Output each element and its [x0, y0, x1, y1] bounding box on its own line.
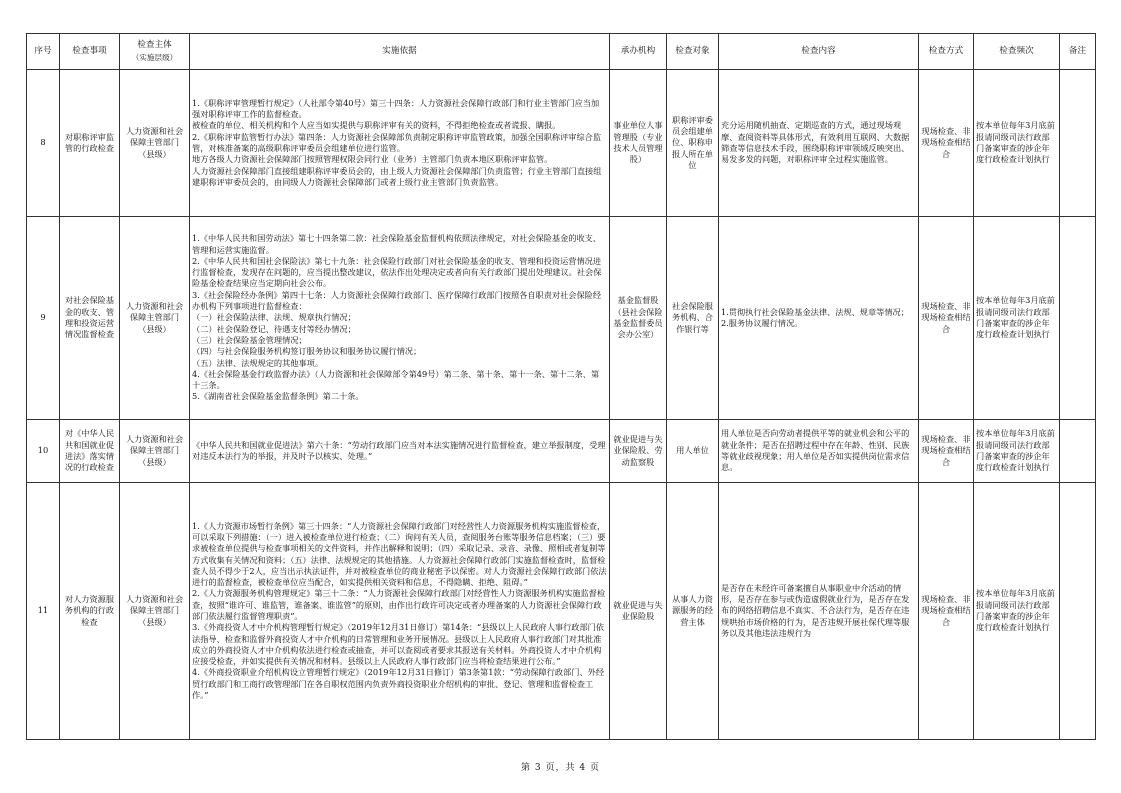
- table-row: [27, 70, 1096, 217]
- row-content: 是否存在未经许可备案擅自从事职业中介活动的情形，是否存在参与或伪造虚假就业行为，是否存在发布的网络招聘信息不真实、不合法行为，是否存在违规哄抬市场价格的行为，是否违规开展社保代理等服务以及其他违法违规行为: [719, 483, 919, 740]
- inspection-table: [26, 33, 1096, 740]
- header-subject-label: 检查主体: [137, 40, 172, 51]
- row-note: [1060, 217, 1096, 420]
- header-object: 检查对象: [667, 34, 719, 70]
- row-object: 职称评审委员会组建单位、职称申报人所在单位: [667, 70, 719, 217]
- basis-paragraph: （三）社会保险基金管理情况；: [192, 334, 307, 345]
- basis-paragraph: 3.《外商投资人才中介机构管理暂行规定》（2019年12月31日修订）第14条：“县级以上人民政府人事行政部门依法指导、检查和监督外商投资人才中介机构的日常管理和业务开展情况。县级以上人民政府人事行政部门对其批准成立的外商投资人才中介机构依法进行检查或抽查，并可以查阅或者要求其报送有关材料。外商投资人才中介机构应接受检查，并如实提供有关情况和材料。县级以上人民政府人事行政部门应当将检查结果进行公布。”: [192, 622, 605, 667]
- header-freq: 检查频次: [974, 34, 1060, 70]
- row-seq: 8: [27, 70, 60, 217]
- row-org: 基金监督股（县社会保险基金监督委员会办公室）: [610, 217, 667, 420]
- row-method: 现场检查、非现场检查相结合: [919, 70, 974, 217]
- basis-paragraph: 2.《中华人民共和国社会保险法》第七十九条：社会保险行政部门对社会保险基金的收支、管理和投资运营情况进行监督检查，发现存在问题的，应当提出整改建议，依法作出处理决定或者向有关行政部门提出处理建议。社会保险基金检查结果应当定期向社会公布。: [192, 255, 602, 289]
- row-org: 就业促进与失业保险股: [610, 483, 667, 740]
- row-item: 对人力资源服务机构的行政检查: [60, 483, 120, 740]
- table-row: [27, 217, 1096, 420]
- row-object: 从事人力资源服务的经营主体: [667, 483, 719, 740]
- row-object: 社会保险服务机构、合作银行等: [667, 217, 719, 420]
- row-freq: 按本单位每年3月底前报请同级司法行政部门备案审查的涉企年度行政检查计划执行: [974, 70, 1060, 217]
- row-item: 对《中华人民共和国就业促进法》落实情况的行政检查: [60, 420, 120, 483]
- table-row: [27, 483, 1096, 740]
- row-freq: 按本单位每年3月底前报请同级司法行政部门备案审查的涉企年度行政检查计划执行: [974, 483, 1060, 740]
- row-seq: 9: [27, 217, 60, 420]
- row-method: 现场检查、非现场检查相结合: [919, 420, 974, 483]
- basis-paragraph: （五）法律、法规规定的其他事项。: [192, 357, 324, 368]
- row-method: 现场检查、非现场检查相结合: [919, 217, 974, 420]
- row-basis: [190, 70, 610, 217]
- row-method: 现场检查、非现场检查相结合: [919, 483, 974, 740]
- row-subject: 人力资源和社会保障主管部门（县级）: [120, 217, 190, 420]
- basis-paragraph: （一）社会保险法律、法规、规章执行情况；: [192, 312, 356, 323]
- row-note: [1060, 483, 1096, 740]
- basis-paragraph: 1.《职称评审管理暂行规定》（人社部令第40号）第三十四条：人力资源社会保障行政部门和行业主管部门应当加强对职称评审工作的监督检查。: [192, 97, 600, 120]
- basis-paragraph: 2.《人力资源服务机构管理规定》第三十二条：“人力资源社会保障行政部门对经营性人力资源服务机构实施监督检查，按照“谁许可、谁监管，谁备案、谁监管”的原则，由作出行政许可决定或者办理备案的人力资源社会保障行政部门依法履行监督管理职责”。: [192, 588, 606, 621]
- basis-paragraph: 《中华人民共和国就业促进法》第六十条：“劳动行政部门应当对本法实施情况进行监督检查，建立举报制度，受理对违反本法行为的举报，并及时予以核实、处理。”: [192, 439, 606, 461]
- row-basis: [190, 420, 610, 483]
- basis-paragraph: 5.《湖南省社会保险基金监督条例》第二十条。: [192, 391, 364, 402]
- row-org: 就业促进与失业保险股、劳动监察股: [610, 420, 667, 483]
- row-seq: 10: [27, 420, 60, 483]
- row-subject: 人力资源和社会保障主管部门（县级）: [120, 70, 190, 217]
- header-method: 检查方式: [919, 34, 974, 70]
- basis-paragraph: 地方各级人力资源社会保障部门按照管理权限会同行业（业务）主管部门负责本地区职称评审监管。: [192, 154, 553, 165]
- row-content: 用人单位是否向劳动者提供平等的就业机会和公平的就业条件；是否在招聘过程中存在年龄、性别、民族等就业歧视现象；用人单位是否如实提供岗位需求信息。: [719, 420, 919, 483]
- header-subject-level: （实施层级）: [131, 52, 178, 62]
- basis-paragraph: 4.《外商投资职业介绍机构设立管理暂行规定》（2019年12月31日修订）第3条第1款：“劳动保障行政部门、外经贸行政部门和工商行政管理部门在各自职权范围内负责外商投资职业介绍机构的审批、登记、管理和监督检查工作。”: [192, 667, 605, 701]
- basis-paragraph: 人力资源社会保障部门直接组建职称评审委员会的，由上级人力资源社会保障部门负责监管；行业主管部门直接组建职称评审委员会的，由同级人力资源社会保障部门或者上级行业主管部门负责监管。: [192, 165, 602, 187]
- header-basis: 实施依据: [190, 34, 610, 70]
- header-row: [27, 34, 1096, 70]
- row-basis: [190, 483, 610, 740]
- row-item: 对社会保险基金的收支、管理和投资运营情况监督检查: [60, 217, 120, 420]
- row-item: 对职称评审监管的行政检查: [60, 70, 120, 217]
- row-object: 用人单位: [667, 420, 719, 483]
- header-content: 检查内容: [719, 34, 919, 70]
- basis-paragraph: 被检查的单位、相关机构和个人应当如实提供与职称评审有关的资料，不得拒绝检查或者谎报、瞒报。: [192, 120, 561, 131]
- basis-paragraph: 2.《职称评审监管暂行办法》第四条：人力资源社会保障部负责制定职称评审监管政策，加强全国职称评审综合监管，对核准备案的高级职称评审委员会组建单位进行监管。: [192, 131, 602, 153]
- basis-paragraph: （二）社会保险登记、待遇支付等经办情况；: [192, 323, 356, 334]
- row-note: [1060, 420, 1096, 483]
- basis-paragraph: （四）与社会保险服务机构签订服务协议和服务协议履行情况；: [192, 346, 422, 357]
- row-org: 事业单位人事管理股（专业技术人员管理股）: [610, 70, 667, 217]
- table-row: [27, 420, 1096, 483]
- row-subject: 人力资源和社会保障主管部门（县级）: [120, 420, 190, 483]
- row-freq: 按本单位每年3月底前报请同级司法行政部门备案审查的涉企年度行政检查计划执行: [974, 217, 1060, 420]
- basis-paragraph: 1.《人力资源市场暂行条例》第三十四条：“人力资源社会保障行政部门对经营性人力资源服务机构实施监督检查，可以采取下列措施：（一）进入被检查单位进行检查；（二）询问有关人员，查阅服务台账等服务信息档案；（三）要求被检查单位提供与检查事项相关的文件资料，并作出解释和说明；（四）采取记录、录音、录像、照相或者复制等方式收集有关情况和资料；（五）法律、法规规定的其他措施。人力资源社会保障行政部门实施监督检查时，监督检查人员不得少于2人，应当出示执法证件，并对被检查单位的商业秘密予以保密。对人力资源社会保障行政部门依法进行的监督检查，被检查单位应当配合，如实提供相关资料和信息，不得隐瞒、拒绝、阻碍。”: [192, 520, 607, 588]
- header-seq: 序号: [27, 34, 60, 70]
- row-basis: [190, 217, 610, 420]
- row-subject: 人力资源和社会保障主管部门（县级）: [120, 483, 190, 740]
- header-org: 承办机构: [610, 34, 667, 70]
- row-content: 充分运用随机抽查、定期巡查的方式，通过现场观摩、查阅资料等具体形式，有效利用互联网、大数据筛查等信息技术手段，围绕职称评审领域反映突出、易发多发的问题，对职称评审全过程实施监管。: [719, 70, 919, 217]
- row-seq: 11: [27, 483, 60, 740]
- basis-paragraph: 1.《中华人民共和国劳动法》第七十四条第二款：社会保险基金监督机构依照法律规定，对社会保险基金的收支、管理和运营实施监督。: [192, 233, 602, 255]
- row-content: 1.贯彻执行社会保险基金法律、法规、规章等情况； 2.服务协议履行情况。: [719, 217, 919, 420]
- basis-paragraph: 3.《社会保险经办条例》第四十七条：人力资源社会保障行政部门、医疗保障行政部门按照各自职责对社会保险经办机构下列事项进行监督检查：: [192, 289, 602, 312]
- header-item: 检查事项: [60, 34, 120, 70]
- row-note: [1060, 70, 1096, 217]
- header-note: 备注: [1060, 34, 1096, 70]
- header-subject: [120, 34, 190, 70]
- row-freq: 按本单位每年3月底前报请同级司法行政部门备案审查的涉企年度行政检查计划执行: [974, 420, 1060, 483]
- page-footer: 第 3 页，共 4 页: [521, 763, 600, 773]
- basis-paragraph: 4.《社会保险基金行政监督办法》（人力资源和社会保障部令第49号）第二条、第十条、第十一条、第十二条、第十三条。: [192, 368, 600, 391]
